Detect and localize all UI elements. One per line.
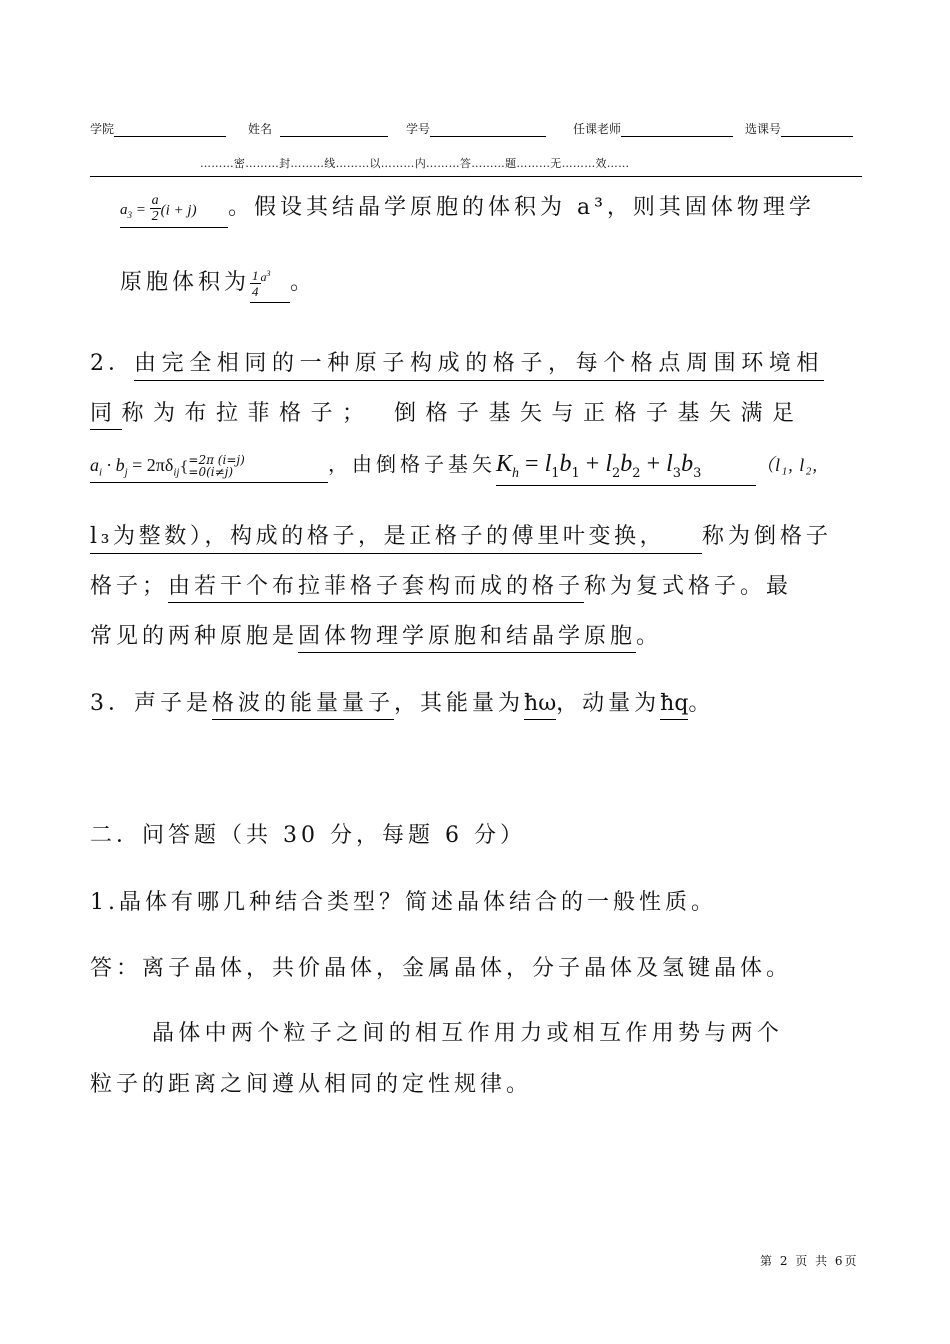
s1-line2-end: 。 xyxy=(290,270,317,295)
college-field xyxy=(90,120,226,137)
q2-paren: （l₁, l₂, xyxy=(756,455,819,475)
college-blank[interactable] xyxy=(114,124,226,137)
page-number: 第 2 页 共 6页 xyxy=(760,1254,859,1268)
s1-line2-text: 原胞体积为 xyxy=(120,270,251,295)
q2-line6-start: 常见的两种原胞是 xyxy=(90,624,299,649)
course-id-label: 选课号 xyxy=(745,122,782,136)
q3-mid: ，其能量为 xyxy=(394,691,525,716)
s2-question1: 1.晶体有哪几种结合类型？简述晶体结合的一般性质。 xyxy=(90,890,717,915)
course-id-field xyxy=(745,120,853,137)
q2-line5-start: 格子； xyxy=(90,574,169,599)
q2-line3-text: ，由倒格子基矢 xyxy=(328,452,496,476)
s1-line1 xyxy=(120,190,815,228)
q2-answer-orthogonality: $a_i \cdot b_j = 2\pi\delta_{ij}${ =2π (i=j) =0(i≠j) xyxy=(90,454,328,483)
s2-answer2-line2: 粒子的距离之间遵从相同的定性规律。 xyxy=(90,1072,533,1097)
condition-unequal: =0(i≠j) xyxy=(188,465,234,479)
q2-line6 xyxy=(90,619,662,650)
q3-answer-momentum: ħq xyxy=(660,691,688,720)
a-over-2-fraction: $\frac{a}{2}$ xyxy=(151,192,159,224)
q2-line6-end: 。 xyxy=(636,624,663,649)
seal-line: ………密………封………线………以………内………答………题………无………效…… xyxy=(200,157,630,170)
q3-answer-energy: ħω xyxy=(524,691,556,720)
q3-start: 3．声子是 xyxy=(90,691,212,716)
name-blank[interactable] xyxy=(280,124,388,137)
header-rule xyxy=(90,176,862,177)
name-field xyxy=(248,120,388,137)
q3-line xyxy=(90,686,714,717)
s2-answer1: 答：离子晶体，共价晶体，金属晶体，分子晶体及氢键晶体。 xyxy=(90,956,793,981)
q2-answer1-tail: 同 xyxy=(90,401,122,430)
q2-line3 xyxy=(90,448,818,486)
s1-answer-a3: $a_3$ = $\frac{a}{2}$ (i + j) xyxy=(120,193,228,228)
q2-answer-kh: $K_h = l_1b_1 + l_2b_2 + l_3b_3$ xyxy=(496,449,756,486)
student-id-field xyxy=(406,120,546,137)
q3-end: 。 xyxy=(688,691,715,716)
name-label: 姓名 xyxy=(248,122,273,136)
condition-equal: =2π (i=j) xyxy=(188,453,245,467)
q2-line5-end: 称为复式格子。最 xyxy=(584,574,793,599)
student-id-blank[interactable] xyxy=(430,124,546,137)
teacher-label: 任课老师 xyxy=(573,122,622,136)
s1-line1-text: 。假设其结晶学原胞的体积为 a³，则其固体物理学 xyxy=(228,195,815,220)
q2-number: 2． xyxy=(90,351,134,376)
q2-line5 xyxy=(90,569,792,600)
teacher-blank[interactable] xyxy=(621,124,733,137)
student-id-label: 学号 xyxy=(406,122,431,136)
q2-answer1: 由完全相同的一种原子构成的格子，每个格点周围环境相 xyxy=(134,346,824,381)
q3-mid2: ，动量为 xyxy=(556,691,661,716)
q3-answer-phonon: 格波的能量量子 xyxy=(212,691,394,720)
s1-answer-volume: $\frac{1}{4}$ $^{a^3}$ xyxy=(250,268,290,303)
s2-answer2-line1: 晶体中两个粒子之间的相互作用力或相互作用势与两个 xyxy=(152,1021,784,1046)
teacher-field xyxy=(573,120,733,137)
q2-line4 xyxy=(90,519,832,554)
condition-stack xyxy=(188,454,244,478)
q2-answer-composite: 由若干个布拉菲格子套构而成的格子 xyxy=(168,574,584,603)
q2-line4-end: 称为倒格子 xyxy=(702,524,833,549)
college-label: 学院 xyxy=(90,122,115,136)
exam-header xyxy=(90,120,862,140)
q2-line1 xyxy=(90,346,824,381)
q2-answer-reciprocal: l₃为整数），构成的格子，是正格子的傅里叶变换， xyxy=(90,519,702,554)
q2-line2-text: 称为布拉菲格子； 倒格子基矢与正格子基矢满足 xyxy=(121,401,804,426)
course-id-blank[interactable] xyxy=(781,124,853,137)
q2-line2 xyxy=(90,396,804,427)
s1-line2 xyxy=(120,265,316,303)
q2-answer-cells: 固体物理学原胞和结晶学原胞 xyxy=(298,624,636,653)
section2-title: 二．问答题（共 30 分，每题 6 分） xyxy=(90,823,526,848)
